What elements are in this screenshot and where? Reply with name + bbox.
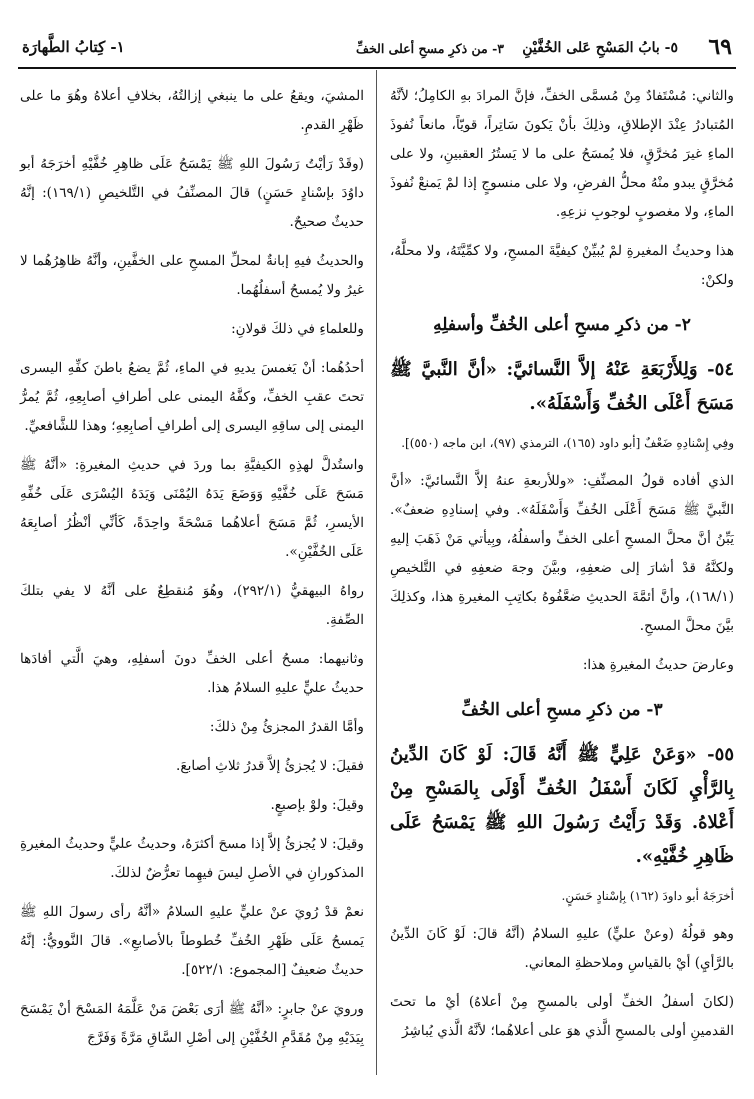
hadith-text: ٥٥- «وَعَنْ عَلِيٍّ ﷺ أَنَّهُ قَالَ: لَوْ كَانَ الدِّينُ بِالرَّأْيِ لَكَانَ أَسْفَلُ الخُفِّ أَوْلَى بِالمَسْحِ مِنْ أَعْلاهُ. وَقَدْ رَأَيْتُ رَسُولَ اللهِ ﷺ يَمْسَحُ عَلَى ظَاهِرِ خُفَّيْهِ». — [390, 744, 734, 867]
paragraph: (لكانَ أسفلُ الخفِّ أولى بالمسحِ مِنْ أعلاهُ) أيْ ما تحتَ القدمينِ أولى بالمسحِ الَّذي هوَ على أعلاهُما؛ لأنَّهُ الَّذي يُباشِرُ — [390, 994, 734, 1039]
section-title: ٣- من ذكرِ مسحِ أعلى الخفِّ — [356, 41, 504, 56]
section-heading: ٣- من ذكرِ مسحِ أعلى الخُفِّ — [461, 700, 663, 720]
paragraph: وثانيهما: مسحُ أعلى الخفِّ دونَ أسفلِهِ، وهيَ الَّتي أفادَها حديثُ عليٍّ عليهِ السلامُ هذا. — [20, 651, 364, 696]
paragraph: وقيلَ: ولوْ بإصبعٍ. — [270, 797, 364, 813]
section-heading: ٢- من ذكرِ مسحِ أعلى الخُفِّ وأسفلِهِ — [433, 315, 691, 335]
paragraph: ورويَ عنْ جابرٍ: «أنَّهُ ﷺ أرَى بَعْضَ مَنْ عَلَّمَهُ المَسْحَ أنْ يَمْسَحَ بِيَدَيْهِ مِنْ مُقَدَّمِ الخُفَّيْنِ إلى أصْلِ السَّاقِ مَرَّةً وَفَرَّجَ — [20, 1001, 364, 1046]
chapter-title: ٥- بابُ المَسْحِ عَلى الخُفَّيْنِ — [522, 40, 678, 56]
paragraph: وعارضَ حديثُ المغيرةِ هذا: — [582, 657, 734, 673]
page-header — [22, 34, 732, 64]
paragraph: أحدُهُما: أنْ يَغمسَ يديهِ في الماءِ، ثُمَّ يضعُ باطنَ كفِّهِ اليسرى تحتَ عقبِ الخفِّ، وكفَّهُ اليمنى على أطرافِ أصابِعِهِ، ثُمَّ يُمرُّ اليمنى إلى ساقِهِ اليسرى إلى أطرافِ أصابِعِهِ؛ وهذا للشَّافعيِّ. — [20, 360, 364, 434]
paragraph: والحديثُ فيهِ إبانةٌ لمحلِّ المسحِ على الخفَّينِ، وأنَّهُ ظاهِرُهُما لا غيرُ ولا يُمسحُ أسفلُهُما. — [20, 253, 364, 298]
paragraph: وللعلماءِ في ذلكَ قولانِ: — [231, 321, 364, 337]
paragraph: المشيَ، ويقعُ على ما ينبغي إزالتُهُ، بخلافِ أعلاهُ وهُوَ ما على ظَهْرِ القدمِ. — [20, 88, 364, 133]
paragraph: وهو قولُهُ (وعنْ عليٍّ) عليهِ السلامُ (أنَّهُ قالَ: لَوْ كَانَ الدِّينُ بالرَّأيِ) أيْ بالقياسِ وملاحظةِ المعاني. — [390, 926, 734, 971]
citation-note: وفِي إِسْنادِهِ ضَعْفٌ [أبو داود (١٦٥)، الترمذي (٩٧)، ابن ماجه (٥٥٠)]. — [401, 436, 734, 450]
paragraph: وأمَّا القدرُ المجزئُ مِنْ ذلكَ: — [209, 719, 364, 735]
paragraph: رواهُ البيهقيُّ (٢٩٢/١)، وهُوَ مُنقطِعٌ على أنَّهُ لا يفي بتلكَ الصِّفةِ. — [20, 583, 364, 628]
column-divider — [376, 70, 377, 1075]
header-divider — [18, 67, 736, 69]
paragraph: والثاني: مُسْتَفادٌ مِنْ مُسمَّى الخفِّ، فإنَّ المرادَ بهِ الكامِلُ؛ لأنَّهُ المُتبادرُ عِنْدَ الإطلاقِ، وذلِكَ بأنْ يَكونَ سَاتِراً، قويّاً، مانعاً نُفوذَ الماءِ غيرَ مُخرَّقٍ، فلا يُمسَحُ على ما لا يَستُرُ العقبينِ، ولا على مُخرَّقٍ يبدو منْهُ محلُّ الفرضِ، ولا على منسوجٍ إذا لمْ يَمنعْ نُفوذَ الماءِ، ولا مغصوبٍ لوجوبِ نزعِهِ. — [390, 88, 734, 220]
paragraph: (وقَدْ رَأيْتُ رَسُولَ اللهِ ﷺ يَمْسَحُ عَلَى ظاهِرِ خُفَّيْهِ أخرَجَهُ أبو داوُدَ بإسْنادٍ حَسَنٍ) قالَ المصنِّفُ في التَّلخيصِ (١٦٩/١): إنَّهُ حديثٌ صحيحٌ. — [20, 156, 364, 230]
paragraph: هذا وحديثُ المغيرةِ لمْ يُبيِّنْ كيفيَّةَ المسحِ، ولا كمِّيَّتَهُ، ولا محلَّهُ، ولكنْ: — [390, 243, 734, 288]
paragraph: فقيلَ: لا يُجزئُ إلاَّ قدرُ ثلاثِ أصابعَ. — [176, 758, 364, 774]
left-column — [20, 82, 364, 1063]
paragraph: الذي أفاده قولُ المصنِّفِ: «وللأربعةِ عنهُ إلاَّ النَّسائيَّ: «أنَّ النَّبيَّ ﷺ مَسَحَ أَعْلَى الخُفِّ وَأَسْفَلَهُ». وفي إسنادِهِ ضعفٌ». يَبِّنُ أنَّ محلَّ المسحِ أعلى الخفِّ وأسفلُهُ، وبِيأتي مَنْ ذَهَبَ إليهِ ولكنَّهُ قدْ أشارَ إلى ضعفِهِ، وبيَّنَ وجهَ ضعفِهِ في التَّلخيصِ (١٦٨/١)، وأنَّ أئمَّةَ الحديثِ ضعَّفُوهُ بكاتِبِ المغيرةِ هذا، وكذلِكَ بيَّنَ محلَّ المسحِ. — [390, 473, 734, 634]
page-number: ٦٩ — [708, 34, 732, 60]
paragraph: نعمْ قدْ رُويَ عنْ عليٍّ عليهِ السلامُ «أنَّهُ رأى رسولَ اللهِ ﷺ يَمسحُ عَلَى ظَهْرِ الخُفِّ خُطوطاً بالأصابعِ». قالَ النَّوويُّ: إنَّهُ حديثٌ ضعيفٌ [المجموع: ٥٢٢/١]. — [20, 904, 364, 978]
right-column — [390, 82, 734, 1056]
hadith-text: ٥٤- وَلِلأَرْبَعَةِ عَنْهُ إلاَّ النَّسائيَّ: «أنَّ النَّبيَّ ﷺ مَسَحَ أَعْلَى الخُفِّ وَأَسْفَلَهُ». — [390, 359, 734, 414]
paragraph: وقيلَ: لا يُجزئُ إلاَّ إذا مسحَ أكثرَهُ، وحديثُ عليٍّ وحديثُ المغيرةِ المذكورانِ في الأصلِ ليسَ فيهِما تعرُّضٌ لذلكَ. — [20, 836, 364, 881]
citation-note: أخرَجَهُ أبو داودَ (١٦٢) بِإسْنادٍ حَسَنٍ. — [561, 889, 734, 903]
book-title: ١- كِتابُ الطَّهارَة — [22, 38, 125, 56]
paragraph: واستُدلَّ لهذِهِ الكيفيَّةِ بما وردَ في حديثِ المغيرةِ: «أنَّهُ ﷺ مَسَحَ عَلَى خُفَّيْهِ وَوَضَعَ يَدَهُ اليُمْنَى وَيَدَهُ اليُسْرَى عَلَى خُفِّهِ الأيسرِ، ثُمَّ مَسَحَ أعلاهُما مَسْحَةً واحِدَةً، كَأنِّي أنْظُرُ أصابِعَهُ عَلَى الخُفَّيْنِ». — [20, 457, 364, 560]
